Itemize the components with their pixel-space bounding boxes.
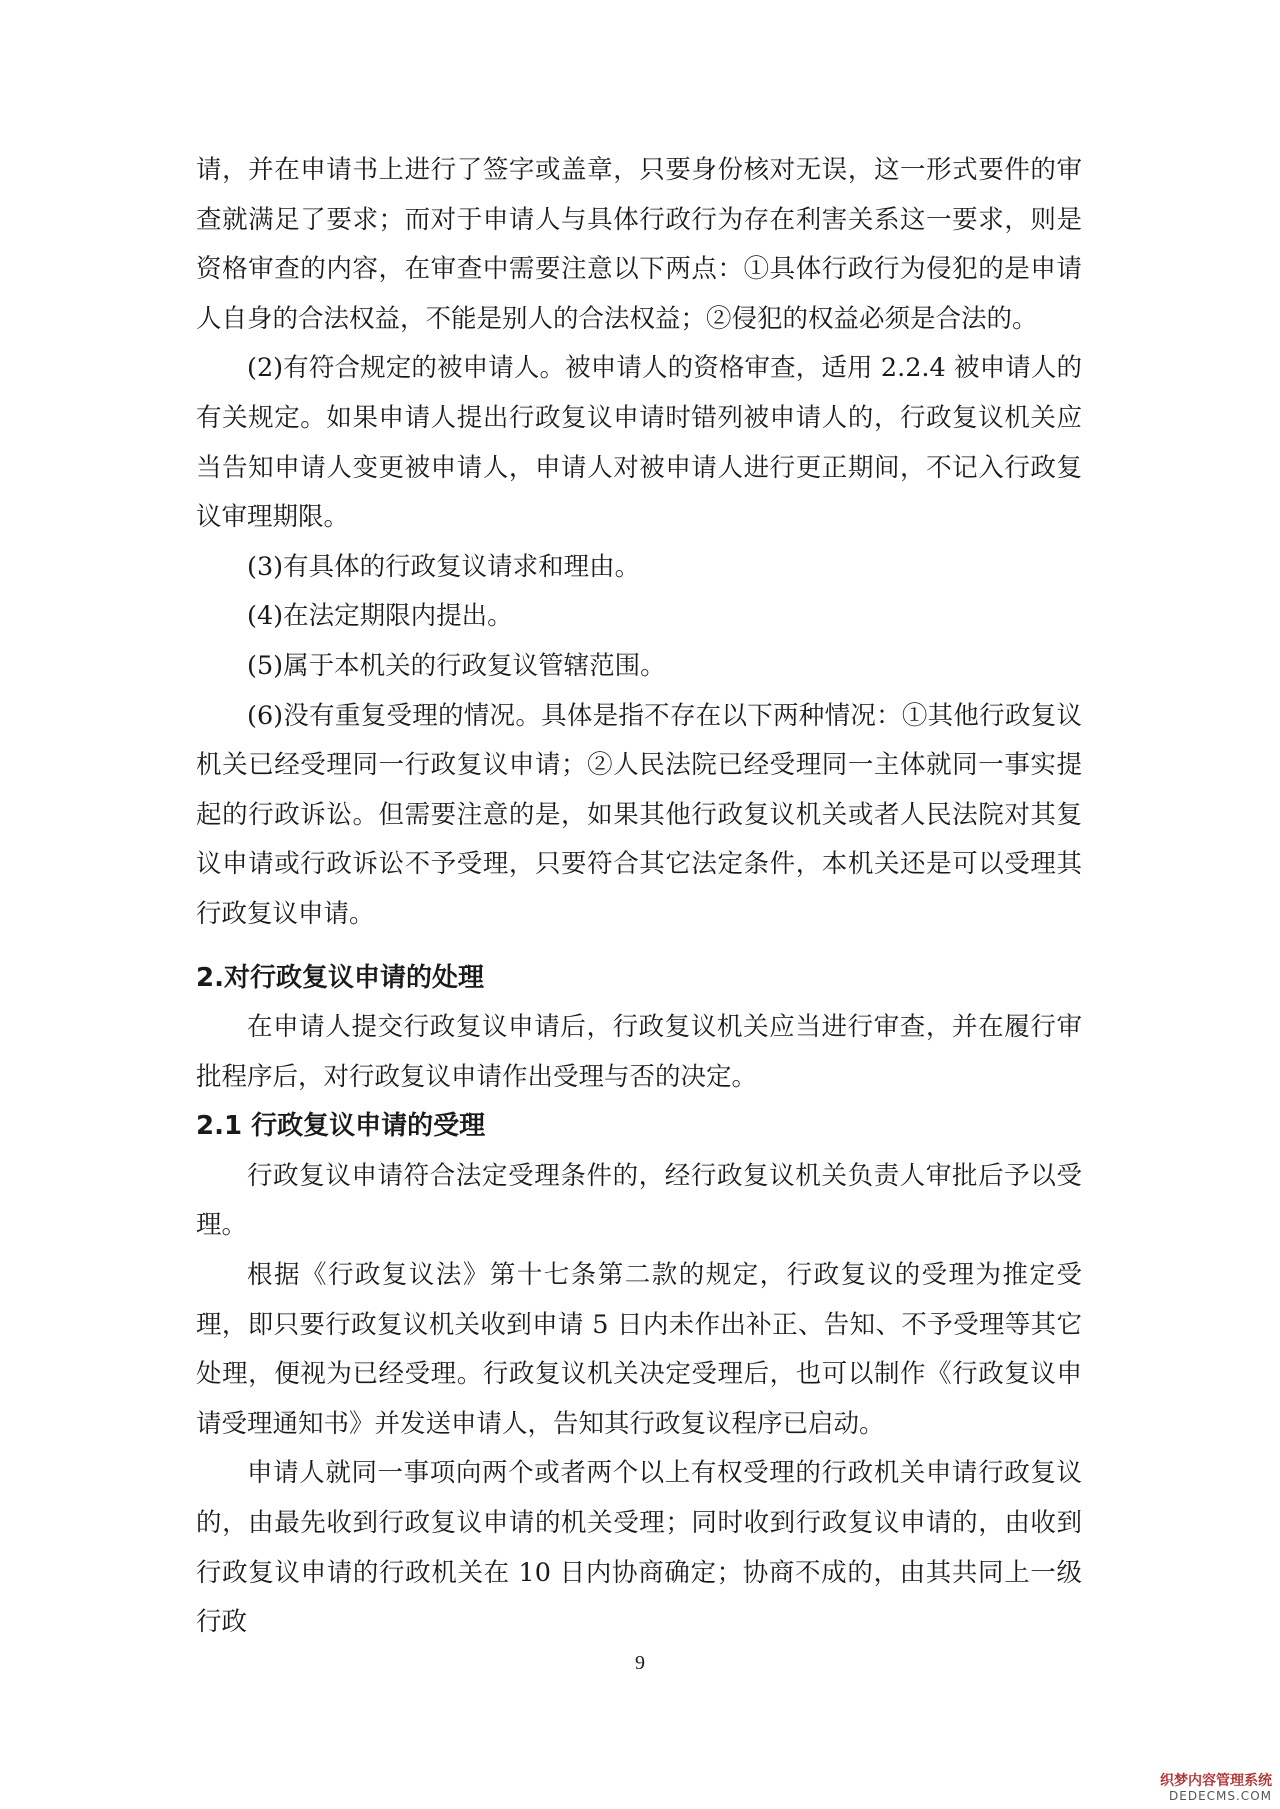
- paragraph-section-2-intro: 在申请人提交行政复议申请后，行政复议机关应当进行审查，并在履行审批程序后，对行政复议申请作出受理与否的决定。: [196, 1012, 1082, 1092]
- paragraph-item-3: (3)有具体的行政复议请求和理由。: [247, 551, 641, 582]
- watermark-line2: DEDECMS.COM: [1169, 1788, 1272, 1803]
- paragraph-item-2: (2)有符合规定的被申请人。被申请人的资格审查，适用 2.2.4 被申请人的有关规定。如果申请人提出行政复议申请时错列被申请人的，行政复议机关应当告知申请人变更被申请人，申请人对被申请人进行更正期间，不记入行政复议审理期限。: [196, 353, 1082, 533]
- paragraph-item-4: (4)在法定期限内提出。: [247, 601, 513, 632]
- paragraph-multiple-agencies: 申请人就同一事项向两个或者两个以上有权受理的行政机关申请行政复议的，由最先收到行政复议申请的机关受理；同时收到行政复议申请的，由收到行政复议申请的行政机关在 10 日内协商确定；协商不成的，由其共同上一级行政: [196, 1458, 1082, 1638]
- section-heading-2: 2.对行政复议申请的处理: [196, 962, 484, 993]
- paragraph-item-6: (6)没有重复受理的情况。具体是指不存在以下两种情况：①其他行政复议机关已经受理同一行政复议申请；②人民法院已经受理同一主体就同一事实提起的行政诉讼。但需要注意的是，如果其他行政复议机关或者人民法院对其复议申请或行政诉讼不予受理，只要符合其它法定条件，本机关还是可以受理其行政复议申请。: [196, 700, 1082, 929]
- document-page: [196, 146, 1082, 1648]
- page-number: 9: [635, 1652, 645, 1674]
- paragraph-presumed-acceptance: 根据《行政复议法》第十七条第二款的规定，行政复议的受理为推定受理，即只要行政复议机关收到申请 5 日内未作出补正、告知、不予受理等其它处理，便视为已经受理。行政复议机关决定受理后，也可以制作《行政复议申请受理通知书》并发送申请人，告知其行政复议程序已启动。: [196, 1260, 1082, 1439]
- paragraph-continuation: 请，并在申请书上进行了签字或盖章，只要身份核对无误，这一形式要件的审查就满足了要求；而对于申请人与具体行政行为存在利害关系这一要求，则是资格审查的内容，在审查中需要注意以下两点：①具体行政行为侵犯的是申请人自身的合法权益，不能是别人的合法权益；②侵犯的权益必须是合法的。: [196, 155, 1082, 334]
- paragraph-item-5: (5)属于本机关的行政复议管辖范围。: [247, 650, 666, 681]
- paragraph-acceptance: 行政复议申请符合法定受理条件的，经行政复议机关负责人审批后予以受理。: [196, 1160, 1082, 1241]
- section-heading-2-1: 2.1 行政复议申请的受理: [196, 1111, 486, 1142]
- watermark-line1: 织梦内容管理系统: [1160, 1773, 1272, 1790]
- watermark-logo: [1160, 1774, 1272, 1803]
